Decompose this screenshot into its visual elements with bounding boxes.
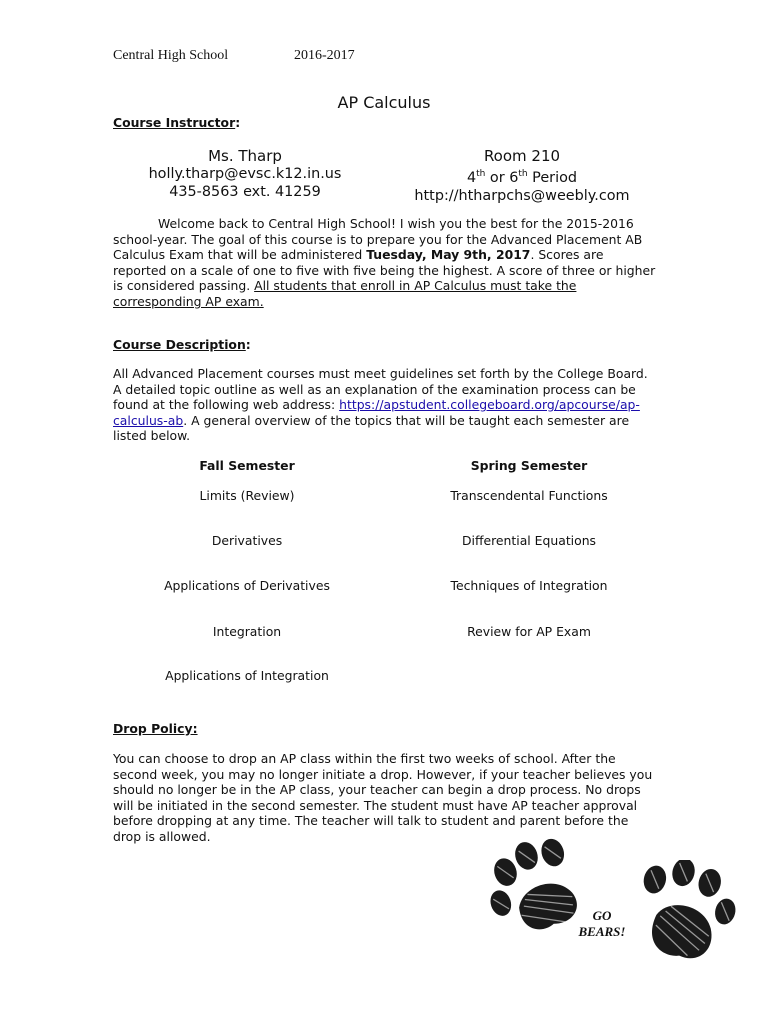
instructor-heading: Course Instructor: [113,115,241,130]
spring-topic: Techniques of Integration [450,578,608,593]
school-name: Central High School [113,48,229,63]
go-bears-caption: GO BEARS! [578,908,626,939]
document-header [113,48,355,64]
spring-topic: Transcendental Functions [450,488,608,503]
page-title: AP Calculus [337,93,431,112]
fall-topic: Applications of Integration [165,668,329,683]
spring-semester-heading: Spring Semester [470,458,588,473]
instructor-contact [120,147,370,201]
class-period: 4th or 6th Period [466,169,578,186]
school-year: 2016-2017 [294,48,355,63]
fall-semester-heading: Fall Semester [199,458,295,473]
spring-semester-column [404,458,654,698]
fall-topic: Derivatives [211,533,283,548]
exam-requirement: All students that enroll in AP Calculus must take the corresponding AP exam. [113,278,577,309]
drop-policy-heading: Drop Policy: [113,721,198,736]
instructor-details [397,147,647,205]
welcome-paragraph: Welcome back to Central High School! I wish you the best for the 2015-2016 school-year. The goal of this course is to prepare you for the Advanced Placement AB Calculus Exam that will be administered Tuesday, May 9th, 2017. Scores are reported on a scale of one to five with five being the highest. A score of three or higher is considered passing. All students that enroll in AP Calculus must take the corresponding AP exam. [113,216,656,309]
description-paragraph: All Advanced Placement courses must meet guidelines set forth by the College Board. A detailed topic outline as well as an explanation of the examination process can be found at the following web address: https://apstudent.collegeboard.org/apcourse/ap-calculus-ab. A general overview of the topics that will be taught each semester are listed below. [113,366,648,444]
instructor-email: holly.tharp@evsc.k12.in.us [148,166,342,182]
collegeboard-link[interactable]: https://apstudent.collegeboard.org/apcourse/ap-calculus-ab [113,397,640,428]
paw-print-icon [628,860,743,980]
fall-topic: Limits (Review) [199,488,295,503]
instructor-website: http://htharpchs@weebly.com [414,187,630,204]
fall-topic: Integration [212,624,282,639]
room-number: Room 210 [483,147,561,165]
instructor-name: Ms. Tharp [208,147,282,165]
instructor-phone: 435-8563 ext. 41259 [169,184,321,200]
fall-semester-column [122,458,372,698]
drop-policy-paragraph: You can choose to drop an AP class within the first two weeks of school. After the second week, you may no longer initiate a drop. However, if your teacher believes you should no longer be in the AP class, your teacher can begin a drop process. No drops will be initiated in the second semester. The student must have AP teacher approval before dropping at any time. The teacher will talk to student and parent before the drop is allowed. [113,751,653,844]
exam-date: Tuesday, May 9th, 2017 [366,247,531,263]
fall-topic: Applications of Derivatives [164,578,330,593]
spring-topic: Differential Equations [461,533,597,548]
description-heading: Course Description: [113,337,251,352]
spring-topic: Review for AP Exam [467,624,591,639]
